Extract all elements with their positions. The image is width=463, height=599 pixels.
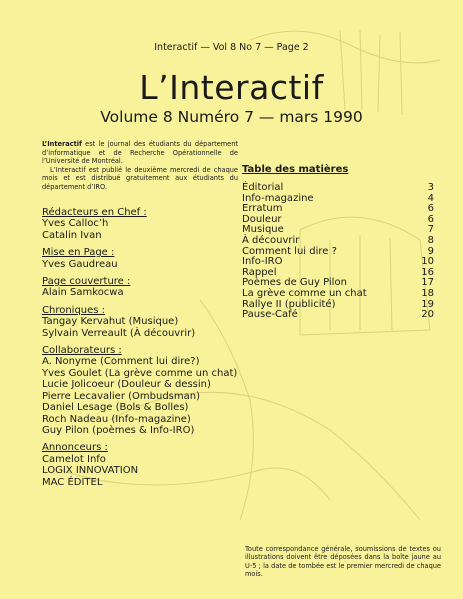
credits-heading: Collaborateurs : [42, 345, 122, 357]
toc-entry-title: Douleur [242, 213, 282, 225]
credits-section-cover [42, 276, 252, 299]
credit-name: Lucie Jolicoeur (Douleur & dessin) [42, 379, 211, 391]
toc-entry-page: 19 [421, 298, 434, 310]
credits-section-columns [42, 305, 252, 339]
credits-heading: Chroniques : [42, 304, 106, 316]
toc-entry-page: 17 [421, 277, 434, 289]
credit-name: Yves Goulet (La grève comme un chat) [42, 367, 238, 379]
toc-entry-page: 4 [427, 192, 434, 204]
credit-name: A. Nonyme (Comment lui dire?) [42, 356, 200, 368]
credit-name: Catalin Ivan [42, 229, 102, 241]
toc-entry-title: Musique [242, 224, 284, 236]
credits-heading: Mise en Page : [42, 247, 115, 259]
toc-entry [242, 289, 434, 300]
toc-entry-page: 7 [427, 224, 434, 236]
toc-entry-title: Info-magazine [242, 192, 314, 204]
toc-entry-title: Poèmes de Guy Pilon [242, 277, 347, 289]
credit-name: Guy Pilon (poèmes & Info-IRO) [42, 424, 195, 436]
toc-entry-page: 8 [427, 234, 434, 246]
toc-entry-title: Rappel [242, 266, 277, 278]
intro-p1-text: est le journal des étudiants du département d’informatique et de Recherche Opérationnelle de l’Université de Montréal. [42, 140, 238, 166]
toc-entry [242, 236, 434, 247]
toc-heading: Table des matières [242, 164, 349, 175]
credits-section-layout [42, 247, 252, 270]
toc-entry-title: Info-IRO [242, 256, 283, 268]
intro-paragraph-2: L’Interactif est publié le deuxième mercredi de chaque mois et est distribué gratuitement aux étudiants du département d’IRO. [42, 165, 238, 191]
toc-entry-page: 20 [421, 309, 434, 321]
credits-section-advertisers [42, 442, 252, 488]
credit-name: Daniel Lesage (Bols & Bolles) [42, 402, 189, 414]
toc-entry-page: 6 [427, 203, 434, 215]
credit-name: LOGIX INNOVATION [42, 465, 139, 477]
toc-entry-page: 18 [421, 287, 434, 299]
toc-entry-page: 3 [427, 182, 434, 193]
credit-name: Camelot Info [42, 453, 106, 465]
toc-entry-page: 16 [421, 266, 434, 278]
running-head: Interactif — Vol 8 No 7 — Page 2 [154, 42, 309, 53]
credit-name: Tangay Kervahut (Musique) [42, 316, 179, 328]
toc-entry-title: Comment lui dire ? [242, 245, 337, 257]
credit-name: Alain Samkocwa [42, 287, 124, 299]
intro-text [42, 140, 238, 192]
toc-entry [242, 310, 434, 321]
credit-name: Pierre Lecavalier (Ombudsman) [42, 390, 200, 402]
intro-brand: L’Interactif [42, 140, 82, 148]
submission-note: Toute correspondance générale, soumissions de textes ou illustrations doivent être déposées dans la boîte jaune au U-5 ; la date de tombée est le premier mercredi de chaque mois. [245, 545, 441, 579]
credits-list [42, 207, 252, 494]
credit-name: Yves Calloc’h [42, 218, 109, 230]
credit-name: Yves Gaudreau [42, 258, 118, 270]
credits-heading: Page couverture : [42, 276, 131, 288]
issue-line: Volume 8 Numéro 7 — mars 1990 [100, 108, 363, 126]
toc-entry-title: Pause-Café [242, 309, 298, 321]
table-of-contents [242, 164, 434, 321]
toc-entry-title: La grève comme un chat [242, 287, 367, 299]
toc-entry-title: Rallye II (publicité) [242, 298, 336, 310]
credits-section-contributors [42, 345, 252, 436]
toc-entry-title: À découvrir [242, 234, 300, 246]
credit-name: MAC ÉDITEL [42, 476, 103, 488]
toc-entry [242, 183, 434, 194]
toc-entry-title: Éditorial [242, 182, 284, 193]
credit-name: Roch Nadeau (Info-magazine) [42, 413, 191, 425]
credits-heading: Rédacteurs en Chef : [42, 207, 147, 218]
toc-entry-page: 10 [421, 256, 434, 268]
toc-entry-page: 6 [427, 213, 434, 225]
toc-entry-page: 9 [427, 245, 434, 257]
credit-name: Sylvain Verreault (À découvrir) [42, 327, 196, 339]
credits-section-editors [42, 207, 252, 241]
intro-paragraph-1 [42, 140, 238, 166]
toc-entry-title: Erratum [242, 203, 283, 215]
masthead-title: L’Interactif [139, 68, 324, 107]
credits-heading: Annonceurs : [42, 442, 108, 454]
